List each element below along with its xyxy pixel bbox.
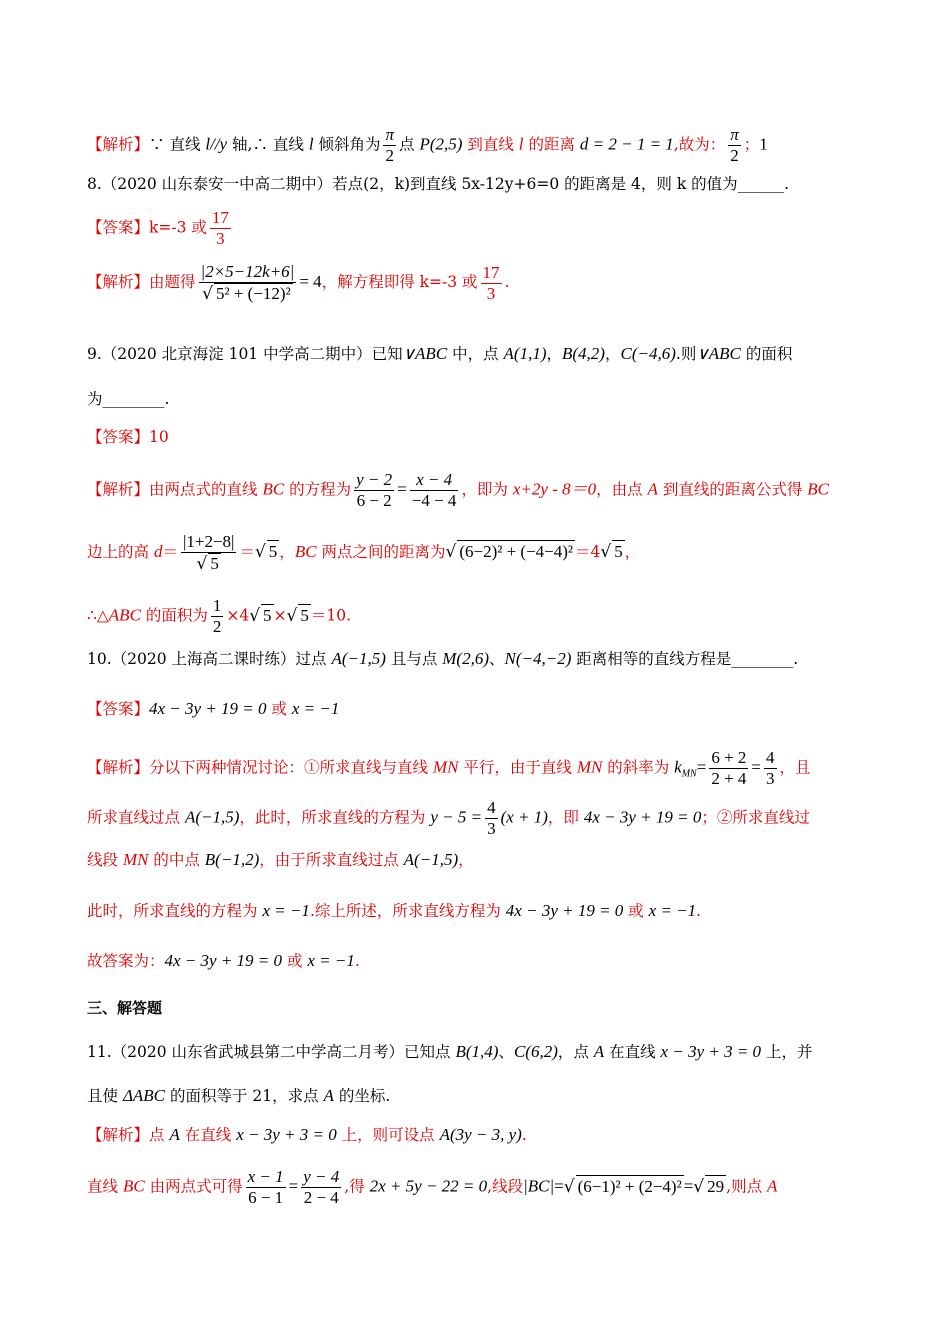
question-11: 11.（2020 山东省武城县第二中学高二月考）已知点 B(1,4)、C(6,2)，点 A 在直线 x − 3y + 3 = 0 上，并	[87, 1042, 813, 1061]
fraction: $\frac{4}{3}$	[766, 748, 775, 788]
question-8: 8.（2020 山东泰安一中高二期中）若点(2，k)到直线 5x-12y+6=0 的距离是 4，则 k 的值为______.	[87, 175, 790, 193]
section-heading: 三、解答题	[87, 999, 163, 1017]
fraction: $\frac{4}{3}$	[487, 798, 496, 838]
answer-8: 【答案】k=-3 或 $\frac{17}{3}$	[87, 208, 229, 248]
question-10: 10.（2020 上海高二课时练）过点 A(−1,5) 且与点 M(2,6)、N(−4,−2) 距离相等的直线方程是________.	[87, 649, 799, 668]
solution-10-line4: 此时，所求直线的方程为 x = −1.综上所述，所求直线方程为 4x − 3y + 19 = 0 或 x = −1.	[87, 901, 702, 920]
fraction: $\frac{17}{3}$	[211, 208, 229, 248]
question-11-cont: 且使 ΔABC 的面积等于 21，求点 A 的坐标.	[87, 1086, 391, 1105]
fraction: $\frac{17}{3}$	[482, 262, 500, 303]
solution-10: 【解析】分以下两种情况讨论：①所求直线与直线 MN 平行，由于直线 MN 的斜率为 $k_{MN}=$ $\frac{6 + 2}{2 + 4}$ = $\frac{4}{3}$ ，且	[87, 748, 811, 788]
fraction: $\frac{|1+2-8|}{√ 5}$	[182, 532, 235, 574]
solution-9-end: ∴△ABC 的面积为 $\frac{1}{2}$ ×4√ 5 ×√ 5 ＝10.	[87, 596, 352, 636]
fraction: $\frac{\pi}{2}$	[385, 125, 395, 165]
fraction: $\frac{x - 4}{-4 - 4}$	[411, 470, 457, 510]
fraction: $\frac{y - 4}{2 - 4}$	[303, 1167, 340, 1207]
fraction: $\frac{1}{2}$	[212, 596, 222, 636]
solution-11: 【解析】点 A 在直线 x − 3y + 3 = 0 上，则可设点 A(3y − 3, y).	[87, 1125, 527, 1144]
solution-9-cont: 边上的高 d＝ $\frac{|1+2-8|}{√ 5}$ ＝√ 5 ，BC 两点之间的距离为√ (6−2)² + (−4−4)² ＝4√ 5 ，	[87, 532, 641, 574]
solution-tag: 【解析】	[87, 135, 150, 154]
fraction: $\frac{\pi}{2}$	[730, 125, 739, 165]
fraction: $\frac{|2\times 5-12k+6|}{\text{√ 5² + (−12)²}}$	[200, 262, 295, 304]
solution-8: 【解析】由题得 $\frac{|2\times 5-12k+6|}{\text{√ 5² + (−12)²}}$ = 4，解方程即得 k=-3 或 $\frac{17}{3}$ .	[87, 262, 510, 304]
answer-10: 【答案】4x − 3y + 19 = 0 或 x = −1	[87, 699, 340, 718]
answer-9: 【答案】10	[87, 428, 169, 446]
fraction: $\frac{x - 1}{6 - 1}$	[247, 1167, 284, 1207]
solution-10-line2: 所求直线过点 A(−1,5)，此时，所求直线的方程为 y − 5 = $\frac{4}{3}$ (x + 1)，即 4x − 3y + 19 = 0；②所求直线过	[87, 798, 810, 838]
fraction: $\frac{6 + 2}{2 + 4}$	[711, 748, 747, 788]
solution-11-line2: 直线 BC 由两点式可得 $\frac{x - 1}{6 - 1}$ = $\frac{y - 4}{2 - 4}$ ,得 2x + 5y − 22 = 0,线段|BC|=√ (6−1)² + (2−4)² =√ 29 ,则点 A	[87, 1167, 778, 1207]
solution-9: 【解析】由两点式的直线 BC 的方程为 $\frac{y - 2}{6 - 2}$ = $\frac{x - 4}{-4 - 4}$ ，即为 x+2y - 8＝0，由点 A 到直线的距离公式得 BC	[87, 470, 830, 510]
solution-7-line: 【解析】∵ 直线 l//y 轴,∴ 直线 l 倾斜角为 $\frac{\pi}{2}$ 点 P(2,5) 到直线 l 的距离 d = 2 − 1 = 1,故为： $\frac{\pi}{2}$ ；1	[87, 125, 768, 165]
question-9: 9.（2020 北京海淀 101 中学高二期中）已知∨ABC 中，点 A(1,1)，B(4,2)，C(−4,6).则∨ABC 的面积	[87, 344, 793, 363]
fraction: $\frac{y - 2}{6 - 2}$	[356, 470, 393, 510]
question-9-cont: 为________.	[87, 390, 170, 408]
solution-10-line5: 故答案为：4x − 3y + 19 = 0 或 x = −1.	[87, 951, 360, 970]
solution-10-line3: 线段 MN 的中点 B(−1,2)，由于所求直线过点 A(−1,5)，	[87, 850, 474, 869]
